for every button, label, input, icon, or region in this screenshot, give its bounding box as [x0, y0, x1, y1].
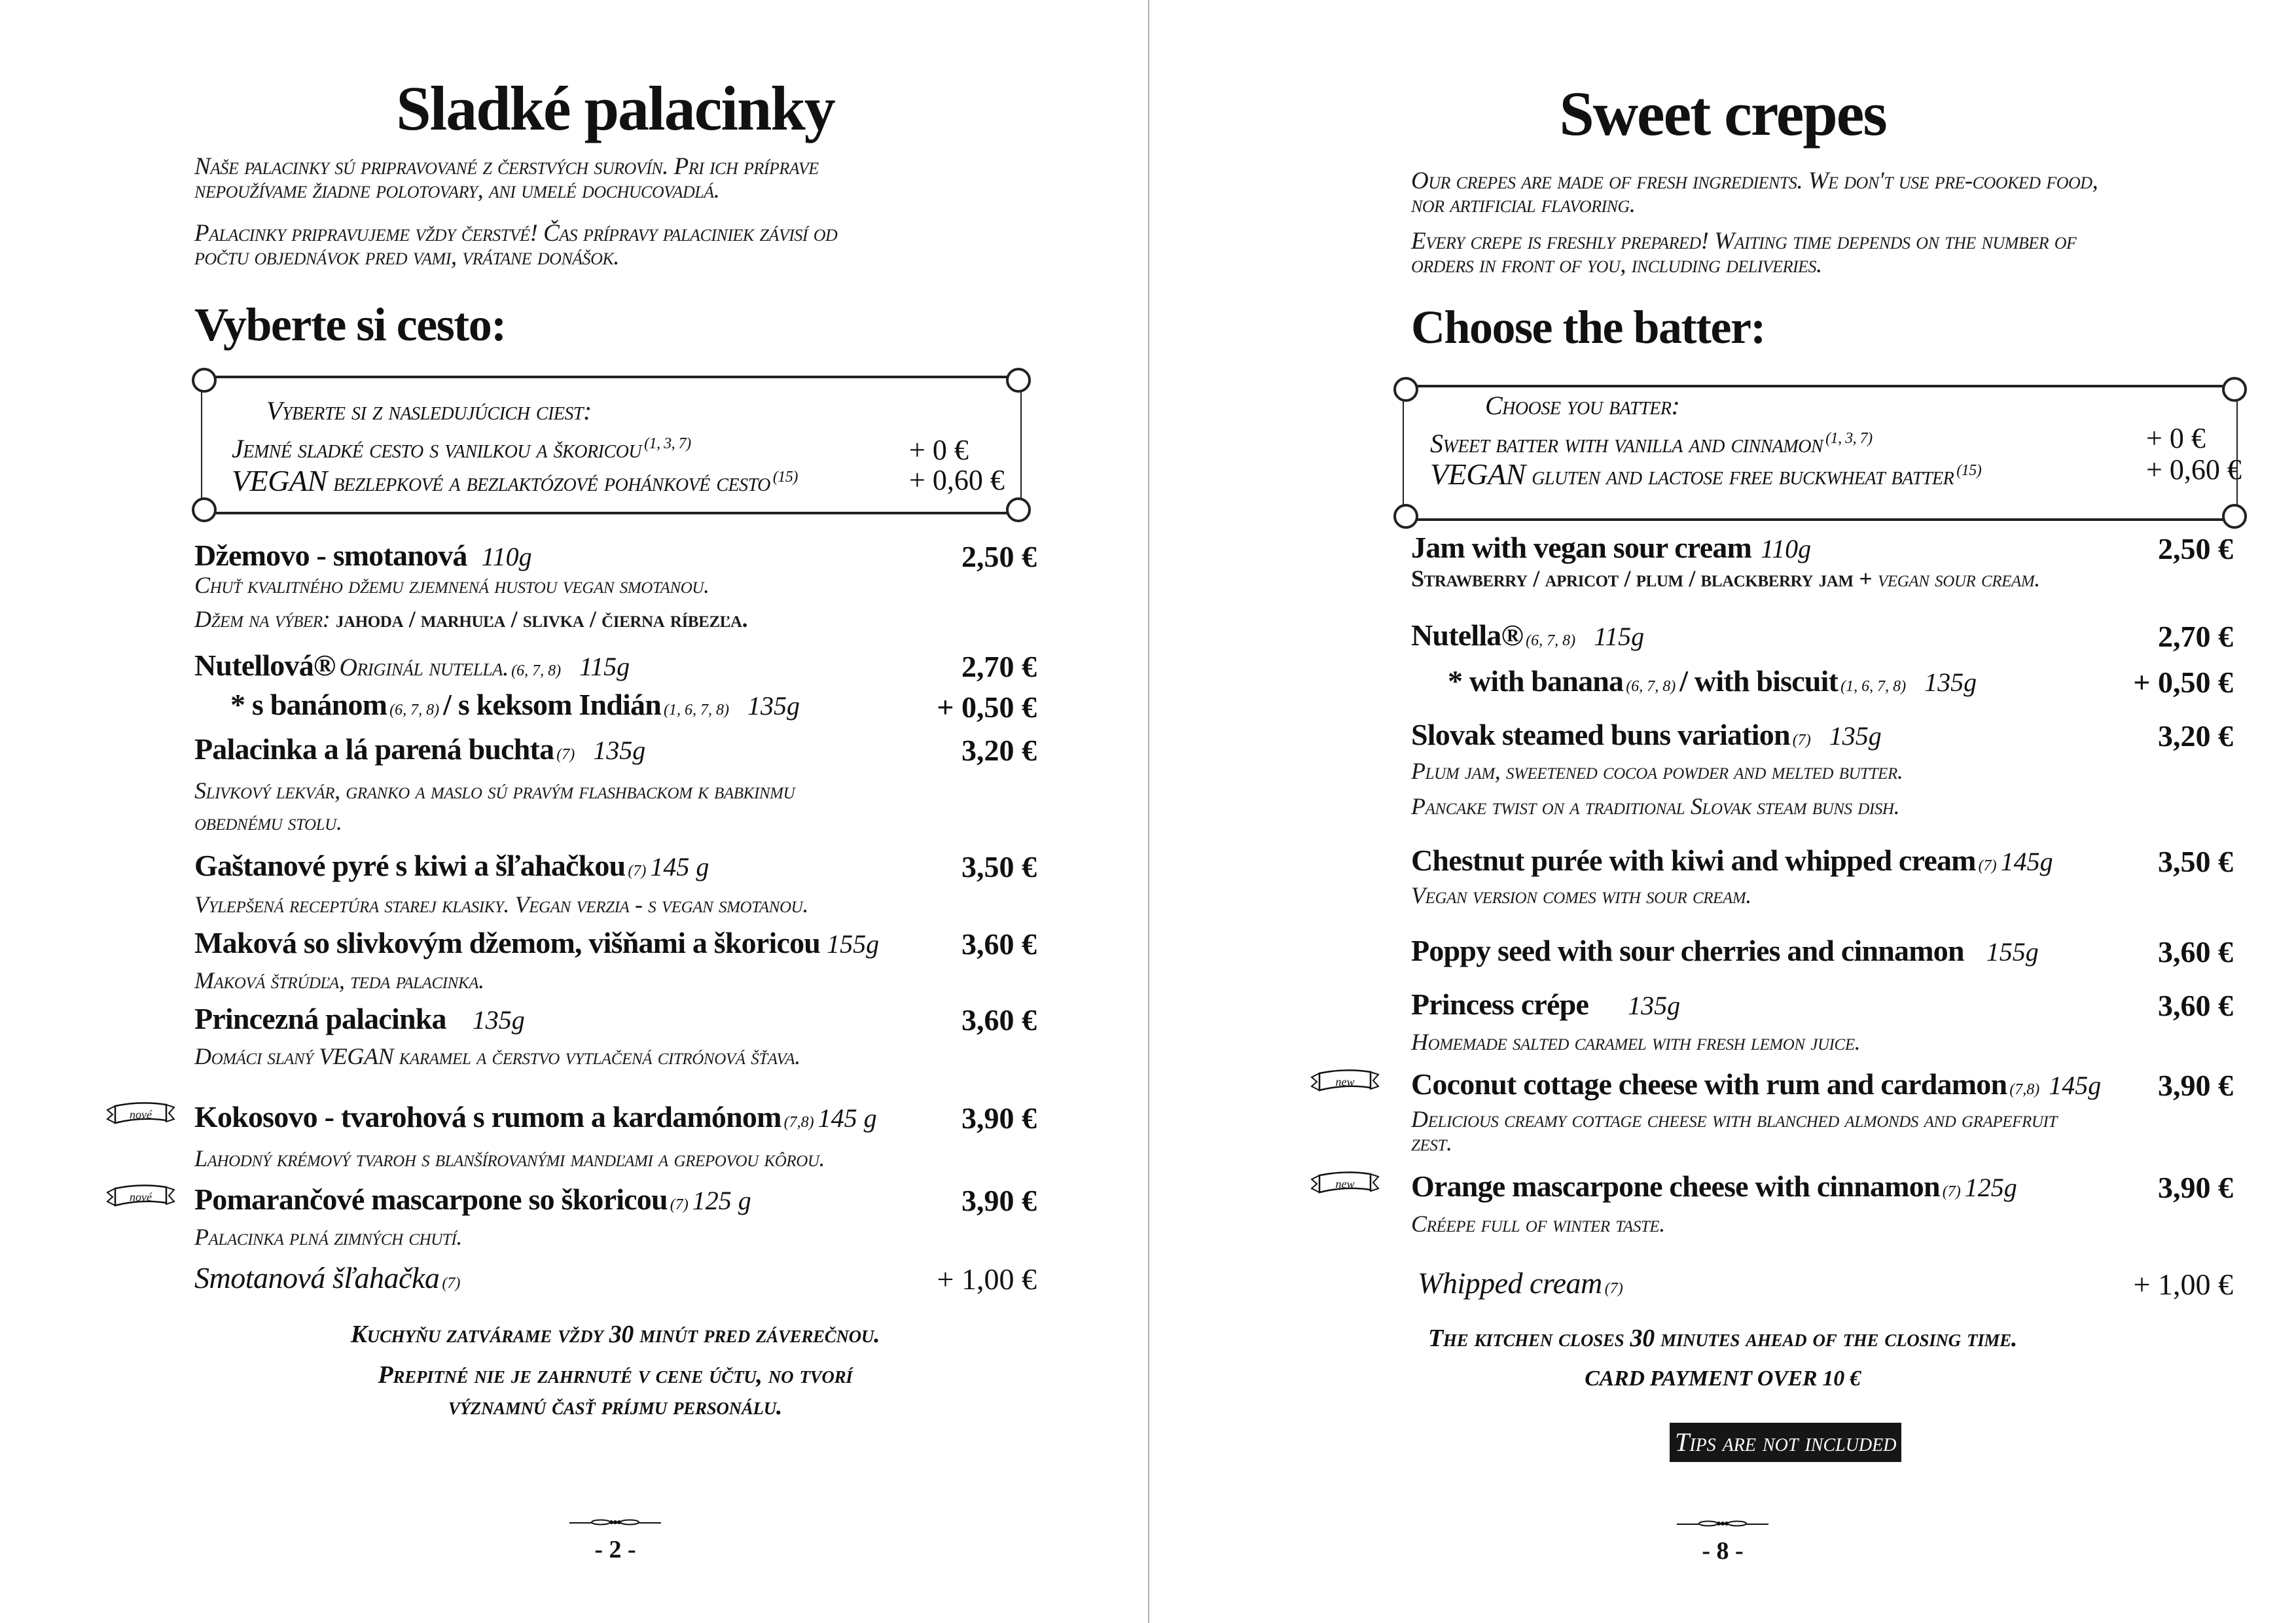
page-number: - 8 - — [1702, 1537, 1744, 1565]
item-price: 3,60 € — [961, 1003, 1037, 1037]
page-ornament-icon — [569, 1517, 661, 1527]
item-name: Gaštanové pyré s kiwi a šľahačkou — [194, 849, 626, 882]
ornament-corner-icon — [2222, 377, 2247, 402]
item-description: Maková štrúdľa, teda palacinka. — [194, 967, 484, 993]
batter-option-text: Jemné sladké cesto s vanilkou a škoricou — [232, 434, 642, 463]
svg-text:nové: nové — [130, 1190, 152, 1204]
intro-line: Our crepes are made of fresh ingredients. We don't use pre-cooked food, — [1411, 168, 2098, 194]
allergen-codes: (1, 3, 7) — [644, 435, 691, 452]
batter-box-label: Choose you batter: — [1485, 391, 1680, 420]
item-price: 3,90 € — [2158, 1069, 2233, 1102]
menu-item[interactable]: Palacinka a lá parená buchta (7) 135g — [194, 732, 646, 766]
item-name: Poppy seed with sour cherries and cinnamon — [1411, 934, 1964, 967]
menu-item[interactable]: Orange mascarpone cheese with cinnamon (7) 125g — [1411, 1169, 2017, 1203]
menu-item[interactable]: Coconut cottage cheese with rum and cardamon (7,8) 145g — [1411, 1067, 2102, 1101]
menu-item[interactable]: Kokosovo - tvarohová s rumom a kardamónom (7,8) 145 g — [194, 1100, 877, 1133]
batter-option[interactable] — [1430, 431, 1876, 457]
page-number: - 2 - — [594, 1536, 636, 1563]
batter-option[interactable] — [232, 466, 802, 496]
item-price: 3,90 € — [961, 1184, 1037, 1217]
extra-name: Whipped cream — [1418, 1266, 1602, 1300]
item-price: 2,70 € — [2158, 620, 2233, 653]
item-name: Nutella® — [1411, 618, 1524, 652]
item-weight: 125 g — [692, 1186, 751, 1215]
menu-item[interactable]: Nutella® (6, 7, 8) 115g — [1411, 618, 1645, 652]
item-price: 3,50 € — [961, 850, 1037, 883]
new-ribbon-badge-icon — [105, 1101, 177, 1127]
new-ribbon-badge-icon — [1309, 1170, 1381, 1196]
item-weight: 110g — [1761, 534, 1812, 563]
extra-price: + 1,00 € — [937, 1262, 1037, 1296]
new-ribbon-badge-icon — [105, 1183, 177, 1209]
jam-choice-label: Džem na výber: — [194, 606, 331, 632]
item-description: Chuť kvalitného džemu zjemnená hustou vegan smotanou. — [194, 572, 709, 598]
ornament-corner-icon — [1393, 504, 1418, 529]
item-name-alt: / s keksom Indián — [443, 688, 661, 721]
intro-line: nepoužívame žiadne polotovary, ani umelé dochucovadlá. — [194, 177, 720, 204]
ornament-corner-icon — [192, 368, 217, 393]
item-price: 3,60 € — [2158, 989, 2233, 1022]
batter-box-label: Vyberte si z nasledujúcich ciest: — [266, 396, 592, 425]
item-price: + 0,50 € — [2133, 666, 2233, 699]
kitchen-closing-note: The kitchen closes 30 minutes ahead of the closing time. — [1427, 1325, 2018, 1352]
menu-item[interactable]: Slovak steamed buns variation (7) 135g — [1411, 718, 1882, 751]
menu-item-addon[interactable]: * with banana (6, 7, 8) / with biscuit (1, 6, 7, 8) 135g — [1448, 664, 1977, 698]
batter-heading: Vyberte si cesto: — [194, 298, 506, 351]
item-weight: 145g — [2049, 1071, 2102, 1100]
item-description — [194, 607, 747, 631]
jam-choices: Strawberry / apricot / plum / blackberry jam + — [1411, 565, 1873, 592]
batter-options-box — [1403, 385, 2242, 521]
tips-note: významnú časť príjmu personálu. — [448, 1393, 783, 1420]
item-weight: 155g — [827, 929, 880, 959]
ornament-corner-icon — [1393, 377, 1418, 402]
item-name: Coconut cottage cheese with rum and cardamon — [1411, 1067, 2007, 1101]
svg-text:nové: nové — [130, 1108, 152, 1121]
item-weight: 135g — [1924, 668, 1977, 697]
item-price: + 0,50 € — [937, 690, 1037, 724]
item-weight: 135g — [472, 1005, 525, 1035]
item-weight: 110g — [481, 542, 532, 571]
menu-item[interactable]: Nutellová® Originál nutella. (6, 7, 8) 115g — [194, 649, 630, 682]
item-name: Princess crépe — [1411, 988, 1589, 1021]
item-price: 3,60 € — [2158, 935, 2233, 969]
batter-options-box — [201, 376, 1022, 514]
ornament-corner-icon — [2222, 504, 2247, 529]
item-weight: 145 g — [650, 852, 709, 882]
item-name-alt: / with biscuit — [1679, 664, 1839, 698]
item-description: Slivkový lekvár, granko a maslo sú pravým flashbackom k babkinmu — [194, 777, 795, 804]
menu-item[interactable] — [194, 538, 532, 573]
item-price: 2,70 € — [961, 650, 1037, 683]
batter-option[interactable] — [1430, 459, 1985, 490]
menu-item[interactable]: Chestnut purée with kiwi and whipped cream (7) 145g — [1411, 844, 2053, 877]
menu-item[interactable] — [194, 925, 879, 960]
item-description: Domáci slaný VEGAN karamel a čerstvo vytlačená citrónová šťava. — [194, 1043, 800, 1069]
item-weight: 135g — [747, 691, 800, 721]
item-weight: 125g — [1964, 1173, 2017, 1202]
menu-item[interactable] — [1411, 987, 1680, 1022]
menu-item-addon[interactable]: * s banánom (6, 7, 8) / s keksom Indián (1, 6, 7, 8) 135g — [230, 688, 800, 721]
ornament-corner-icon — [192, 497, 217, 522]
menu-item[interactable]: Gaštanové pyré s kiwi a šľahačkou (7) 145 g — [194, 849, 709, 882]
intro-line: nor artificial flavoring. — [1411, 191, 1636, 218]
batter-option-price: + 0,60 € — [909, 464, 1005, 496]
page-title: Sweet crepes — [1559, 79, 1886, 149]
item-weight: 135g — [593, 736, 646, 765]
intro-line: počtu objednávok pred vami, vrátane donášok. — [194, 243, 620, 270]
ornament-corner-icon — [1006, 368, 1031, 393]
item-price: 3,60 € — [961, 927, 1037, 961]
item-name: Palacinka a lá parená buchta — [194, 732, 554, 766]
item-description: Vegan version comes with sour cream. — [1411, 882, 1751, 908]
item-price: 3,20 € — [2158, 719, 2233, 753]
item-description-tail: vegan sour cream. — [1877, 565, 2040, 592]
item-weight: 115g — [579, 652, 630, 681]
item-name: Orange mascarpone cheese with cinnamon — [1411, 1169, 1940, 1203]
menu-item[interactable] — [1411, 933, 2039, 968]
item-name: Maková so slivkovým džemom, višňami a škoricou — [194, 926, 821, 959]
allergen-codes: (1, 3, 7) — [1825, 429, 1873, 447]
jam-choices: jahoda / marhuľa / slivka / čierna ríbezľa. — [335, 606, 748, 632]
vegan-label: VEGAN — [232, 464, 327, 497]
item-name: Nutellová® — [194, 649, 336, 682]
item-price: 3,50 € — [2158, 845, 2233, 878]
extra-name: Smotanová šľahačka — [194, 1261, 440, 1294]
item-description — [1411, 567, 2040, 590]
item-description: Pancake twist on a traditional Slovak steam buns dish. — [1411, 793, 1900, 819]
item-weight: 115g — [1594, 622, 1645, 651]
item-description: obednému stolu. — [194, 809, 342, 835]
menu-extra[interactable]: Whipped cream (7) — [1418, 1266, 1623, 1300]
item-description: zest. — [1411, 1130, 1452, 1156]
batter-heading: Choose the batter: — [1411, 301, 1765, 353]
intro-line: Naše palacinky sú pripravované z čerstvých surovín. Pri ich príprave — [194, 153, 819, 180]
item-name: Jam with vegan sour cream — [1411, 531, 1752, 564]
batter-option[interactable] — [232, 436, 695, 462]
item-description: Delicious creamy cottage cheese with blanched almonds and grapefruit — [1411, 1106, 2057, 1132]
item-description: Plum jam, sweetened cocoa powder and melted butter. — [1411, 758, 1903, 784]
item-weight: 155g — [1986, 937, 2039, 967]
menu-extra[interactable]: Smotanová šľahačka (7) — [194, 1261, 461, 1294]
item-description: Lahodný krémový tvaroh s blanšírovanými mandľami a grepovou kôrou. — [194, 1145, 825, 1171]
item-weight: 145g — [2000, 847, 2053, 876]
svg-text:new: new — [1335, 1075, 1355, 1088]
intro-line: Every crepe is freshly prepared! Waiting time depends on the number of — [1411, 228, 2077, 255]
batter-option-price: + 0 € — [2146, 422, 2206, 454]
item-name: Džemovo - smotanová — [194, 539, 467, 572]
extra-price: + 1,00 € — [2133, 1268, 2233, 1301]
tips-not-included-banner: Tips are not included — [1670, 1423, 1901, 1462]
batter-option-text: Sweet batter with vanilla and cinnamon — [1430, 429, 1823, 458]
kitchen-closing-note: Kuchyňu zatvárame vždy 30 minút pred záverečnou. — [350, 1321, 880, 1348]
menu-item[interactable] — [1411, 530, 1811, 565]
intro-line: Palacinky pripravujeme vždy čerstvé! Čas prípravy palaciniek závisí od — [194, 220, 838, 247]
item-name: Chestnut purée with kiwi and whipped cream — [1411, 844, 1976, 877]
svg-text:new: new — [1335, 1177, 1355, 1190]
item-description: Créepe full of winter taste. — [1411, 1211, 1665, 1237]
batter-option-text: gluten and lactose free buckwheat batter — [1532, 461, 1954, 490]
item-weight: 135g — [1829, 721, 1882, 751]
batter-option-price: + 0,60 € — [2146, 454, 2242, 486]
item-name: Kokosovo - tvarohová s rumom a kardamónom — [194, 1100, 781, 1133]
item-name: * with banana — [1448, 664, 1624, 698]
item-name: * s banánom — [230, 688, 387, 721]
intro-line: orders in front of you, including deliveries. — [1411, 251, 1822, 278]
item-weight: 135g — [1628, 991, 1681, 1020]
menu-item[interactable]: Pomarančové mascarpone so škoricou (7) 125 g — [194, 1183, 751, 1216]
item-name: Pomarančové mascarpone so škoricou — [194, 1183, 668, 1216]
item-name: Princezná palacinka — [194, 1002, 446, 1035]
item-description: Palacinka plná zimných chutí. — [194, 1224, 462, 1250]
item-name: Slovak steamed buns variation — [1411, 718, 1790, 751]
page-right-english — [1149, 0, 2296, 1623]
item-price: 2,50 € — [2158, 532, 2233, 565]
item-price: 3,90 € — [961, 1101, 1037, 1135]
batter-option-text: bezlepkové a bezlaktózové pohánkové cesto — [333, 467, 770, 497]
allergen-codes: (15) — [1956, 461, 1982, 479]
ornament-corner-icon — [1006, 497, 1031, 522]
item-price: 3,20 € — [961, 734, 1037, 767]
item-description: Vylepšená receptúra starej klasiky. Vegan verzia - s vegan smotanou. — [194, 891, 808, 918]
batter-option-price: + 0 € — [909, 434, 969, 466]
menu-item[interactable] — [194, 1001, 525, 1036]
item-subtitle: Originál nutella. — [339, 654, 509, 681]
card-payment-note: CARD PAYMENT OVER 10 € — [1585, 1366, 1861, 1391]
tips-note: Prepitné nie je zahrnuté v cene účtu, no tvorí — [378, 1361, 853, 1389]
vegan-label: VEGAN — [1430, 457, 1526, 491]
item-description: Homemade salted caramel with fresh lemon juice. — [1411, 1029, 1861, 1055]
item-weight: 145 g — [817, 1103, 877, 1133]
allergen-codes: (15) — [772, 468, 798, 486]
new-ribbon-badge-icon — [1309, 1068, 1381, 1094]
page-ornament-icon — [1677, 1518, 1768, 1529]
item-price: 2,50 € — [961, 540, 1037, 573]
item-price: 3,90 € — [2158, 1171, 2233, 1204]
page-title: Sladké palacinky — [396, 73, 834, 143]
